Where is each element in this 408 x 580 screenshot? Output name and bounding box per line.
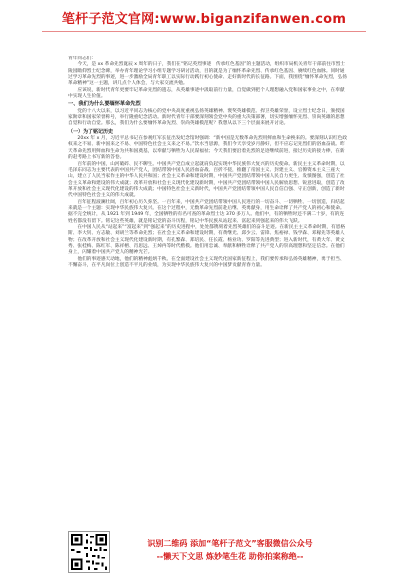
qr-code-icon[interactable] bbox=[68, 531, 110, 573]
subsection-1-paragraph-2: 百年前的中国，山河破碎、民不聊生。中国共产党自成立起就肩负起实现中华民族伟大复兴的历史使命。新民主主义革命时期，以毛泽东同志为主要代表的中国共产党人，团结带领中国人民浴血奋战、百折不挠，推翻了帝国主义、封建主义、官僚资本主义三座大山，建立了人民当家作主的中华人民共和国；社会主义革命和建设时期，中国共产党团结带领中国人民自力更生、发愤图强，创造了社会主义革命和建设的伟大成就；改革开放和社会主义现代化建设新时期，中国共产党团结带领中国人民解放思想、锐意进取，创造了改革开放和社会主义现代化建设的伟大成就；中国特色社会主义新时代，中国共产党团结带领中国人民自信自强、守正创新，创造了新时代中国特色社会主义的伟大成就。 bbox=[68, 161, 345, 199]
subsection-2-paragraph-2: 他们的事迹感天动地，他们的精神彪炳千秋。在全面建设社会主义现代化国家新征程上，我们要传承和弘扬英雄精神，勇于担当、不懈奋斗，在平凡岗位上创造不平凡的业绩，为实现中华民族伟大复兴的中国梦贡献青春力量。 bbox=[68, 256, 345, 268]
section-heading-1: 一、我们为什么要缅怀革命先烈 bbox=[68, 101, 141, 108]
subsection-heading-1: （一）为了铭记历史 bbox=[68, 128, 114, 135]
footer-line-1: 识别二维码 添加“笔杆子范文”客服微信公众号 bbox=[147, 539, 313, 548]
page-footer bbox=[0, 525, 408, 580]
header-divider bbox=[42, 31, 366, 32]
subsection-1-paragraph-1: 20xx 年 x 月，习近平总书记在参观红军长征出发纪念馆时强调：“新中国是无数革命先烈用鲜血和生命换来的。要深刻认识红色政权来之不易、新中国来之不易、中国特色社会主义来之不易。”饮水当思源，我们今天享受岁月静好，但不应忘记先烈们的浴血奋战。昨天革命先烈用鲜血和生命为共和国奠基，以奉献与牺牲为人民谋福祉；今天我们要沿着先烈的足迹继续前进，接过历史的接力棒，在新的赶考路上书写新的答卷。 bbox=[68, 136, 348, 161]
intro-paragraph-2: 应该说，新时代青年更要牢记革命先烈的遗志，从英雄事迹中汲取前行力量，自觉做到把个人理想融入党和国家事业之中，在奉献中实现人生价值。 bbox=[68, 87, 345, 100]
section-1-paragraph-1: 党的十八大以来，以习近平同志为核心的党中央高度重视弘扬英雄精神、褒奖英雄模范、捍卫英雄荣誉，设立烈士纪念日，颁授国家勋章和国家荣誉称号，举行隆重纪念活动。新时代青年干部要深刻领会党中央的重大决策部署，切实增强缅怀先烈、崇尚英雄的思想自觉和行动自觉。那么，我们为什么要缅怀革命先烈、崇尚英雄模范呢？我想从以下三个层面来展开讨论。 bbox=[68, 108, 345, 127]
subsection-2-paragraph-1: 在中国人民从“站起来”“富起来”到“强起来”的历史进程中，处处都镌刻着先烈英雄们的奋斗足迹。在新民主主义革命时期，有恩格斯、李大钊、方志敏、刘胡兰等革命先烈；在社会主义革命和建设时期，有黄继光、邱少云、雷锋、焦裕禄、钱学森、邓稼先等英雄人物；在改革开放和社会主义现代化建设新时期，有孔繁森、郑培民、任长霞、杨业功、罗阳等先进典型；进入新时代，有黄大年、黄文秀、张桂梅、陈红军、陈祥榕、肖思远、王焯冉等时代楷模。他们用忠诚、奉献和牺牲诠释了共产党人的崇高理想和坚定信念。在他们身上，闪耀着中国共产党人的精神光芒。 bbox=[68, 224, 346, 256]
site-title[interactable]: 笔杆子范文官网:www.biganzifanwen.com bbox=[61, 12, 347, 27]
footer-line-2: --懒天下文思 炼妙笔生花 助你拍案称绝-- bbox=[156, 552, 304, 561]
article-body bbox=[68, 56, 348, 526]
salutation: 青年同志们： bbox=[68, 56, 97, 61]
footer-promo bbox=[120, 537, 340, 563]
subsection-1-paragraph-3: 百年征程波澜壮阔，百年初心历久弥坚。一百年来，中国共产党团结带领中国人民进行的一切奋斗、一切牺牲、一切创造，归结起来就是一个主题：实现中华民族伟大复兴。在这个过程中，无数革命先烈前赴后继、英勇献身，用生命诠释了共产党人的初心和使命。据不完全统计，从 1921 年到 1949 年，全国牺牲的有名可查的革命烈士达 370 多万人。他们中，有的牺牲时还不满二十岁，有的连姓名都没有留下。铭记这些英雄，就是铭记党的奋斗历程，铭记中华民族从站起来、富起来到强起来的伟大飞跃。 bbox=[68, 199, 345, 224]
intro-paragraph-1: 今天，是 xx 革命先烈诞辰 x 周年的日子，我们在“铭记英烈事迹 传承红色基因”的主题活动，组织市局机关青年干部前往市烈士陵园瞻仰烈士纪念碑，举办青年理论学习小组专题学习研讨活动，目的就是为了缅怀革命先烈、传承红色基因、赓续红色血脉。同时通过学习革命先烈的事迹，进一步激励全局青年职工以实际行动践行初心使命、走好新时代的长征路。下面，我围绕“缅怀革命先烈，弘扬革命精神”这一主题，讲几点个人体会，与大家交流共勉。 bbox=[68, 62, 347, 87]
page-header bbox=[0, 0, 408, 44]
